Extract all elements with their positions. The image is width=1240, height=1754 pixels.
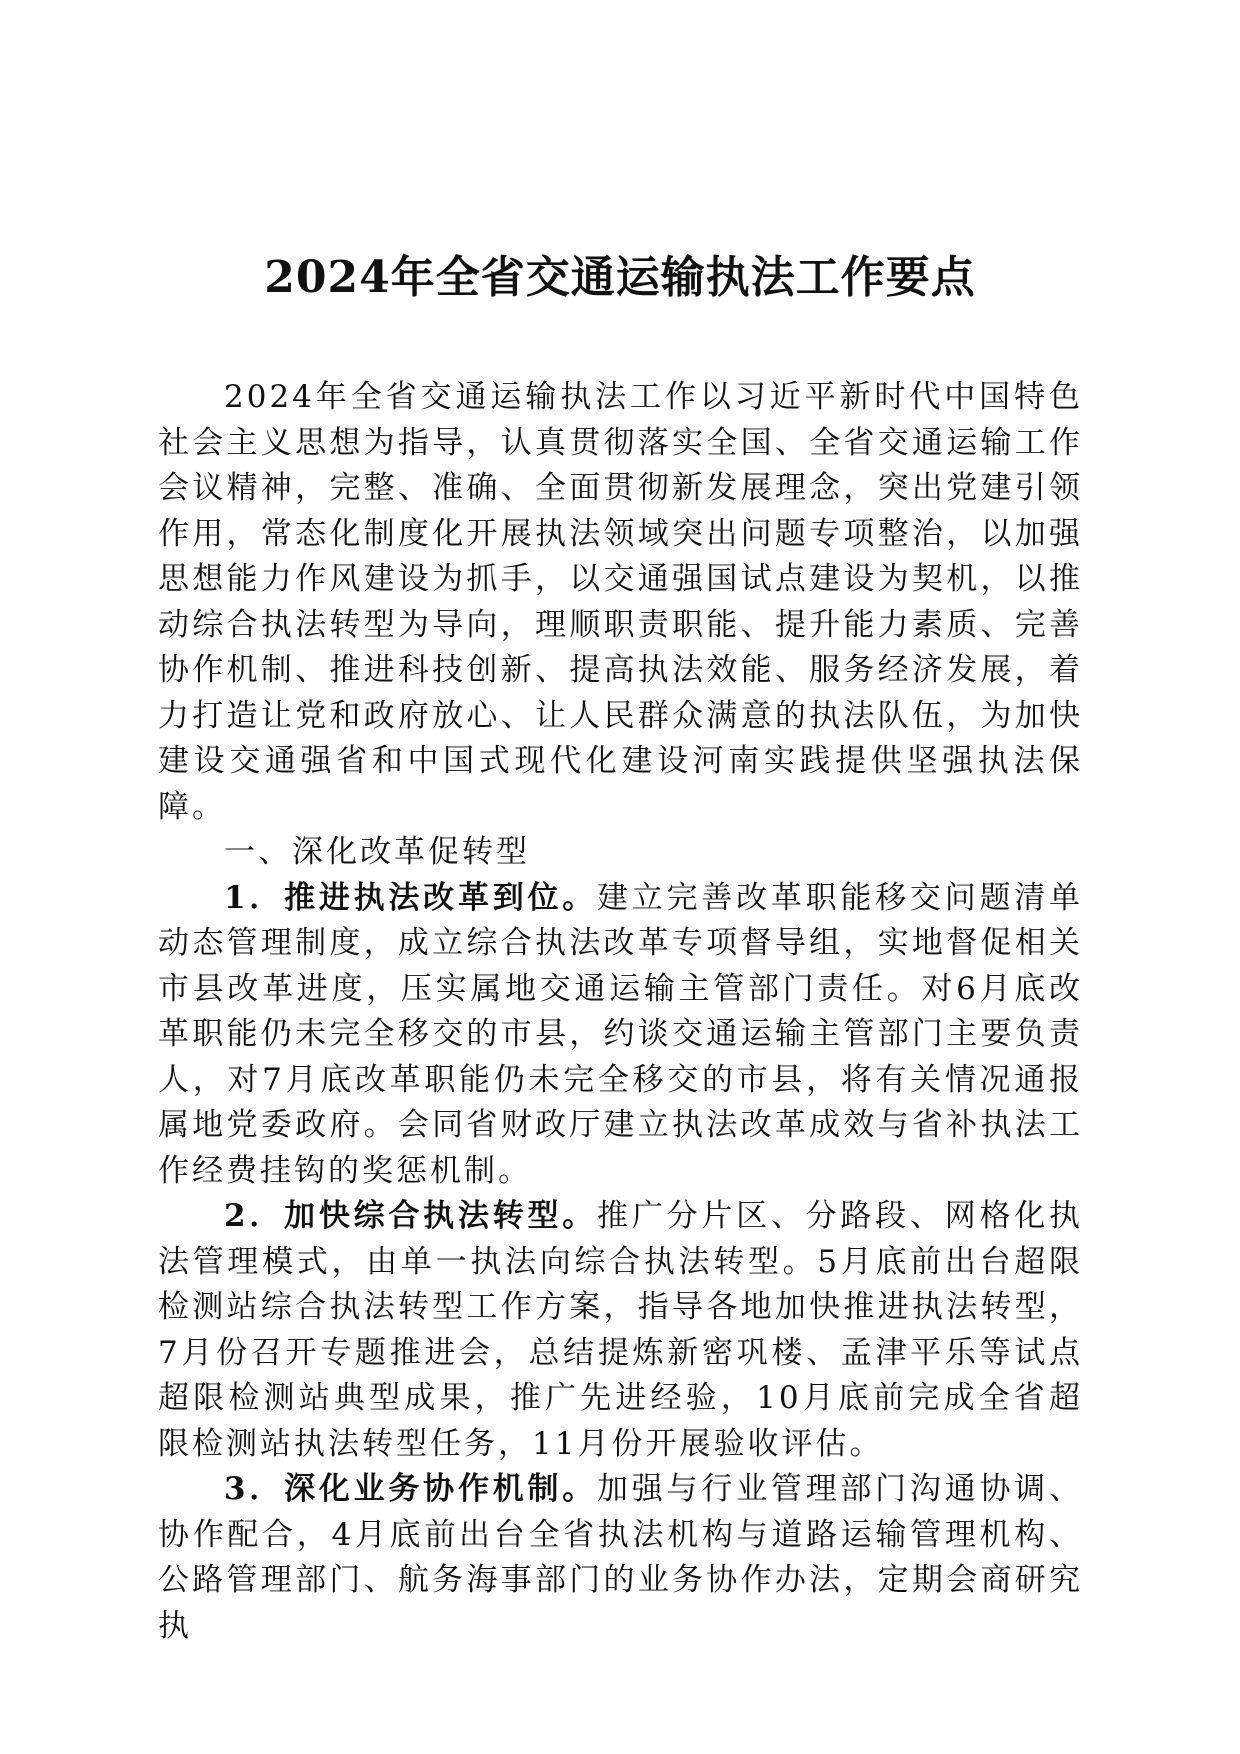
list-item [158, 1467, 1083, 1649]
list-item [158, 876, 1083, 1195]
item-text: 建立完善改革职能移交问题清单动态管理制度，成立综合执法改革专项督导组，实地督促相关市县改革进度，压实属地交通运输主管部门责任。对6月底改革职能仍未完全移交的市县，约谈交通运输主管部门主要负责人，对7月底改革职能仍未完全移交的市县，将有关情况通报属地党委政府。会同省财政厅建立执法改革成效与省补执法工作经费挂钩的奖惩机制。 [158, 879, 1083, 1189]
document-title: 2024年全省交通运输执法工作要点 [264, 252, 976, 303]
document-body [158, 375, 1083, 1649]
item-lead: 1．推进执法改革到位。 [224, 879, 598, 916]
intro-paragraph: 2024年全省交通运输执法工作以习近平新时代中国特色社会主义思想为指导，认真贯彻落实全国、全省交通运输工作会议精神，完整、准确、全面贯彻新发展理念，突出党建引领作用，常态化制度化开展执法领域突出问题专项整治，以加强思想能力作风建设为抓手，以交通强国试点建设为契机，以推动综合执法转型为导向，理顺职责职能、提升能力素质、完善协作机制、推进科技创新、提高执法效能、服务经济发展，着力打造让党和政府放心、让人民群众满意的执法队伍，为加快建设交通强省和中国式现代化建设河南实践提供坚强执法保障。 [158, 379, 1083, 825]
item-lead: 3．深化业务协作机制。 [224, 1471, 598, 1507]
item-text: 推广分片区、分路段、网格化执法管理模式，由单一执法向综合执法转型。5月底前出台超限检测站综合执法转型工作方案，指导各地加快推进执法转型，7月份召开专题推进会，总结提炼新密巩楼、孟津平乐等试点超限检测站典型成果，推广先进经验，10月底前完成全省超限检测站执法转型任务，11月份开展验收评估。 [158, 1198, 1083, 1462]
item-text: 加强与行业管理部门沟通协调、协作配合，4月底前出台全省执法机构与道路运输管理机构、公路管理部门、航务海事部门的业务协作办法，定期会商研究执 [158, 1471, 1083, 1644]
section-heading: 一、深化改革促转型 [224, 834, 530, 870]
item-lead: 2．加快综合执法转型。 [224, 1198, 598, 1234]
list-item [158, 1194, 1083, 1467]
